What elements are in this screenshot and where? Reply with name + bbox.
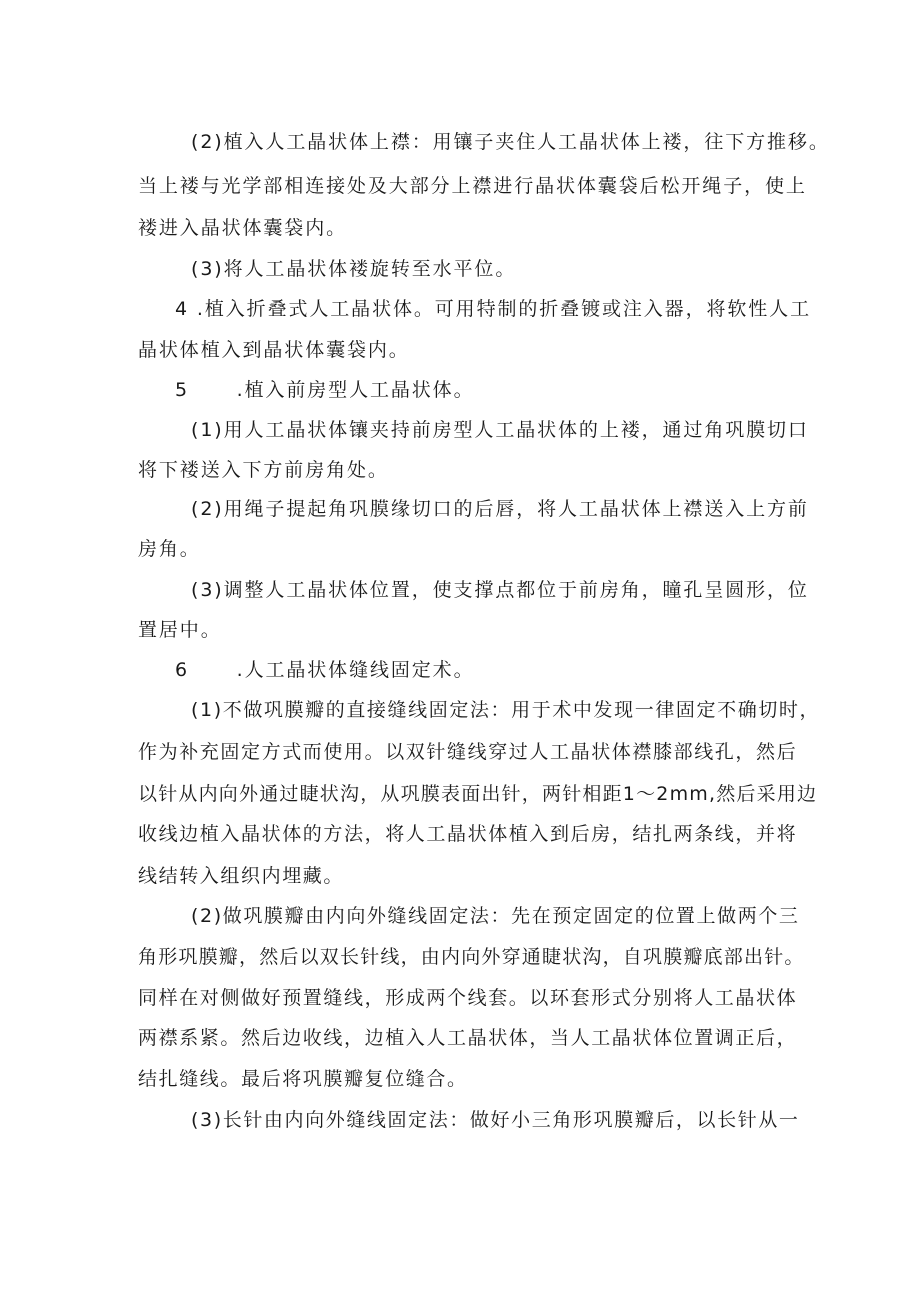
text-line: (1)不做巩膜瓣的直接缝线固定法：用于术中发现一律固定不确切时， <box>191 699 821 721</box>
text-line: 结扎缝线。最后将巩膜瓣复位缝合。 <box>138 1068 468 1090</box>
text-line: (3)调整人工晶状体位置，使支撑点都位于前房角，瞳孔呈圆形，位 <box>191 579 809 601</box>
text-line: 晶状体植入到晶状体囊袋内。 <box>138 339 410 361</box>
text-line: 6 .人工晶状体缝线固定术。 <box>175 659 475 681</box>
text-line: 4 .植入折叠式人工晶状体。可用特制的折叠镀或注入器，将软性人工 <box>175 298 811 320</box>
text-line: 5 .植入前房型人工晶状体。 <box>175 379 475 401</box>
text-line: 收线边植入晶状体的方法，将人工晶状体植入到后房，结扎两条线，并将 <box>138 823 798 845</box>
text-line: 角形巩膜瓣，然后以双长针线，由内向外穿通睫状沟，自巩膜瓣底部出针。 <box>138 946 805 968</box>
text-line: 将下褛送入下方前房角处。 <box>138 459 389 481</box>
text-line: 褛进入晶状体囊袋内。 <box>138 217 348 239</box>
text-line: 当上褛与光学部相连接处及大部分上襟进行晶状体囊袋后松开绳子，使上 <box>138 175 807 197</box>
text-line: 房角。 <box>138 538 201 560</box>
text-line: (2)做巩膜瓣由内向外缝线固定法：先在预定固定的位置上做两个三 <box>191 905 800 927</box>
text-line: (2)用绳子提起角巩膜缘切口的后唇，将人工晶状体上襟送入上方前 <box>191 498 809 520</box>
text-line: (1)用人工晶状体镶夹持前房型人工晶状体的上褛，通过角巩膜切口 <box>191 419 809 441</box>
text-line: (3)长针由内向外缝线固定法：做好小三角形巩膜瓣后，以长针从一 <box>191 1109 800 1131</box>
text-line: (3)将人工晶状体褛旋转至水平位。 <box>191 258 517 280</box>
text-line: 作为补充固定方式而使用。以双针缝线穿过人工晶状体襟膝部线孔，然后 <box>138 741 798 763</box>
text-line: 置居中。 <box>138 619 222 641</box>
text-line: (2)植入人工晶状体上襟：用镶子夹住人工晶状体上褛，往下方推移。 <box>191 131 830 153</box>
text-line: 两襟系紧。然后边收线，边植入人工晶状体，当人工晶状体位置调正后， <box>138 1027 798 1049</box>
text-line: 以针从内向外通过睫状沟，从巩膜表面出针，两针相距1〜2mm,然后采用边 <box>138 783 818 805</box>
text-line: 同样在对侧做好预置缝线，形成两个线套。以环套形式分别将人工晶状体 <box>138 987 798 1009</box>
text-line: 线结转入组织内埋藏。 <box>138 865 345 887</box>
